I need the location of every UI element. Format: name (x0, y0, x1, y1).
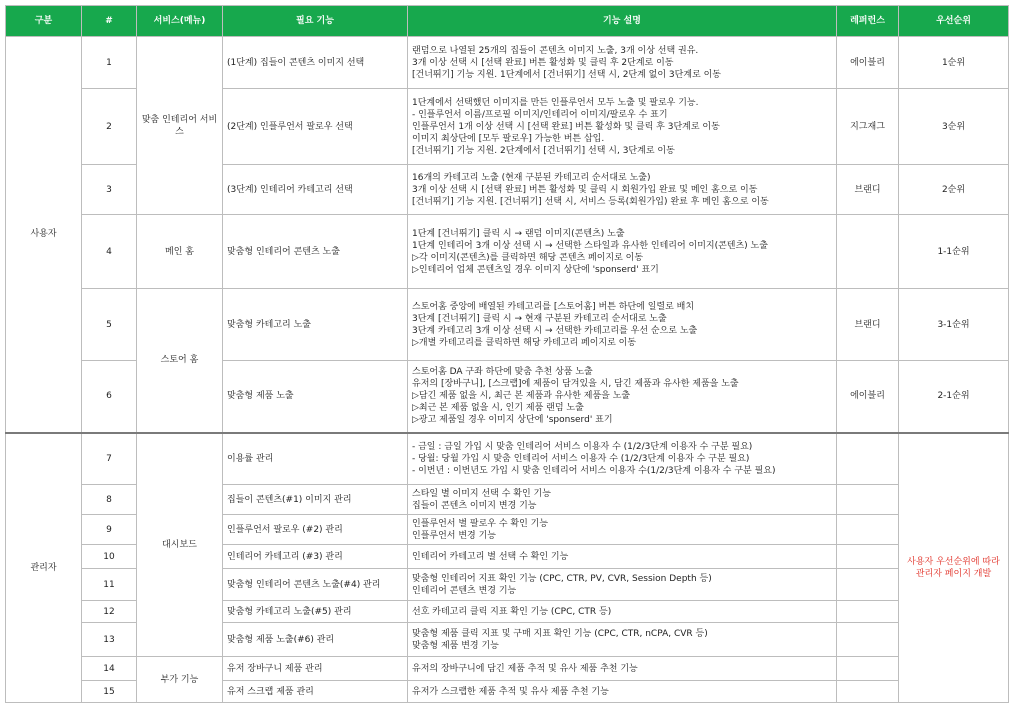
description-cell: 랜덤으로 나열된 25개의 집들이 콘텐츠 이미지 노출, 3개 이상 선택 권유. 3개 이상 선택 시 [선택 완료] 버튼 활성화 및 클릭 후 2단계로 이동 [건너뛰기] 기능 지원. 1단계에서 [건너뛰기] 선택 시, 2단계 없이 3단계로 이동 (408, 37, 837, 89)
reference-cell (837, 681, 899, 703)
row-number: 10 (82, 545, 137, 569)
service-main-home: 메인 홈 (137, 215, 223, 289)
row-number: 15 (82, 681, 137, 703)
feature-cell: 유저 장바구니 제품 관리 (223, 657, 408, 681)
priority-cell: 2-1순위 (899, 361, 1009, 433)
reference-cell: 에이블리 (837, 361, 899, 433)
reference-cell (837, 569, 899, 601)
feature-cell: 인테리어 카테고리 (#3) 관리 (223, 545, 408, 569)
row-number: 5 (82, 289, 137, 361)
description-cell: 스타일 별 이미지 선택 수 확인 기능 집들이 콘텐츠 이미지 변경 기능 (408, 485, 837, 515)
reference-cell (837, 215, 899, 289)
feature-cell: 맞춤형 카테고리 노출 (223, 289, 408, 361)
reference-cell (837, 485, 899, 515)
description-cell: 유저가 스크랩한 제품 추적 및 유사 제품 추천 기능 (408, 681, 837, 703)
feature-spec-table (5, 5, 1009, 703)
priority-cell: 2순위 (899, 165, 1009, 215)
group-admin: 관리자 (6, 433, 82, 703)
admin-priority-note: 사용자 우선순위에 따라 관리자 페이지 개발 (899, 433, 1009, 703)
reference-cell (837, 623, 899, 657)
feature-cell: 유저 스크랩 제품 관리 (223, 681, 408, 703)
priority-cell: 1-1순위 (899, 215, 1009, 289)
description-cell: 맞춤형 인테리어 지표 확인 기능 (CPC, CTR, PV, CVR, Session Depth 등) 인테리어 콘텐츠 변경 기능 (408, 569, 837, 601)
header-description: 기능 설명 (408, 6, 837, 37)
feature-cell: (1단계) 집들이 콘텐츠 이미지 선택 (223, 37, 408, 89)
priority-cell: 1순위 (899, 37, 1009, 89)
service-dashboard: 대시보드 (137, 433, 223, 657)
reference-cell: 브랜디 (837, 165, 899, 215)
description-cell: 선호 카테고리 클릭 지표 확인 기능 (CPC, CTR 등) (408, 601, 837, 623)
service-extra: 부가 기능 (137, 657, 223, 703)
feature-cell: 인플루언서 팔로우 (#2) 관리 (223, 515, 408, 545)
service-match-interior: 맞춤 인테리어 서비스 (137, 37, 223, 215)
table-row (6, 37, 1009, 89)
row-number: 12 (82, 601, 137, 623)
feature-cell: 맞춤형 인테리어 콘텐츠 노출 (223, 215, 408, 289)
reference-cell (837, 515, 899, 545)
table-row (6, 289, 1009, 361)
reference-cell: 브랜디 (837, 289, 899, 361)
description-cell: 1단계 [건너뛰기] 클릭 시 → 랜덤 이미지(콘텐츠) 노출 1단계 인테리어 3개 이상 선택 시 → 선택한 스타일과 유사한 인테리어 이미지(콘텐츠) 노출 ▷각 이미지(콘텐츠)를 클릭하면 해당 콘텐츠 페이지로 이동 ▷인테리어 업체 콘텐츠일 경우 이미지 상단에 'sponserd' 표기 (408, 215, 837, 289)
description-cell: 16개의 카테고리 노출 (현재 구분된 카테고리 순서대로 노출) 3개 이상 선택 시 [선택 완료] 버튼 활성화 및 클릭 시 회원가입 완료 및 메인 홈으로 이동 [건너뛰기] 기능 지원. [건너뛰기] 선택 시, 서비스 등록(회원가입) 완료 후 메인 홈으로 이동 (408, 165, 837, 215)
priority-cell: 3순위 (899, 89, 1009, 165)
table-row (6, 657, 1009, 681)
description-cell: 1단계에서 선택했던 이미지를 만든 인플루언서 모두 노출 및 팔로우 기능. - 인플루언서 이름/프로필 이미지/인테리어 이미지/팔로우 수 표기 인플루언서 1개 이상 선택 시 [선택 완료] 버튼 활성화 및 클릭 후 3단계로 이동 이미지 최상단에 [모두 팔로우] 가능한 버튼 삽입. [건너뛰기] 기능 지원. 2단계에서 [건너뛰기] 선택 시, 3단계로 이동 (408, 89, 837, 165)
row-number: 11 (82, 569, 137, 601)
feature-cell: (3단계) 인테리어 카테고리 선택 (223, 165, 408, 215)
description-cell: - 금일 : 금일 가입 시 맞춤 인테리어 서비스 이용자 수 (1/2/3단계 이용자 수 구분 필요) - 당월: 당월 가입 시 맞춤 인테리어 서비스 이용자 수 (1/2/3단계 이용자 수 구분 필요) - 이번년 : 이번년도 가입 시 맞춤 인테리어 서비스 이용자 수(1/2/3단계 이용자 수 구분 필요) (408, 433, 837, 485)
header-feature: 필요 기능 (223, 6, 408, 37)
description-cell: 유저의 장바구니에 담긴 제품 추적 및 유사 제품 추천 기능 (408, 657, 837, 681)
reference-cell (837, 657, 899, 681)
row-number: 6 (82, 361, 137, 433)
header-row (6, 6, 1009, 37)
description-cell: 맞춤형 제품 클릭 지표 및 구매 지표 확인 기능 (CPC, CTR, nCPA, CVR 등) 맞춤형 제품 변경 기능 (408, 623, 837, 657)
row-number: 7 (82, 433, 137, 485)
row-number: 2 (82, 89, 137, 165)
row-number: 9 (82, 515, 137, 545)
feature-cell: 맞춤형 제품 노출 (223, 361, 408, 433)
reference-cell (837, 433, 899, 485)
reference-cell (837, 601, 899, 623)
table-row (6, 433, 1009, 485)
header-service: 서비스(메뉴) (137, 6, 223, 37)
row-number: 1 (82, 37, 137, 89)
feature-cell: 맞춤형 카테고리 노출(#5) 관리 (223, 601, 408, 623)
description-cell: 인플루언서 별 팔로우 수 확인 기능 인플루언서 변경 기능 (408, 515, 837, 545)
feature-cell: 맞춤형 제품 노출(#6) 관리 (223, 623, 408, 657)
group-user: 사용자 (6, 37, 82, 433)
header-reference: 레퍼런스 (837, 6, 899, 37)
service-store-home: 스토어 홈 (137, 289, 223, 433)
priority-cell: 3-1순위 (899, 289, 1009, 361)
feature-cell: (2단계) 인플루언서 팔로우 선택 (223, 89, 408, 165)
header-group: 구분 (6, 6, 82, 37)
feature-cell: 이용률 관리 (223, 433, 408, 485)
reference-cell: 에이블리 (837, 37, 899, 89)
description-cell: 스토어홈 중앙에 배열된 카테고리를 [스토어홈] 버튼 하단에 일렬로 배치 3단계 [건너뛰기] 클릭 시 → 현재 구분된 카테고리 순서대로 노출 3단계 카테고리 3개 이상 선택 시 → 선택한 카테고리를 우선 순으로 노출 ▷개별 카테고리를 클릭하면 해당 카테고리 페이지로 이동 (408, 289, 837, 361)
table-row (6, 215, 1009, 289)
row-number: 14 (82, 657, 137, 681)
row-number: 4 (82, 215, 137, 289)
description-cell: 스토어홈 DA 구좌 하단에 맞춤 추천 상품 노출 유저의 [장바구니], [스크랩]에 제품이 담겨있을 시, 담긴 제품과 유사한 제품을 노출 ▷담긴 제품 없을 시, 최근 본 제품과 유사한 제품을 노출 ▷최근 본 제품 없을 시, 인기 제품 랜덤 노출 ▷광고 제품일 경우 이미지 상단에 'sponserd' 표기 (408, 361, 837, 433)
reference-cell: 지그재그 (837, 89, 899, 165)
reference-cell (837, 545, 899, 569)
header-number: # (82, 6, 137, 37)
header-priority: 우선순위 (899, 6, 1009, 37)
row-number: 8 (82, 485, 137, 515)
feature-cell: 맞춤형 인테리어 콘텐츠 노출(#4) 관리 (223, 569, 408, 601)
row-number: 3 (82, 165, 137, 215)
description-cell: 인테리어 카테고리 별 선택 수 확인 기능 (408, 545, 837, 569)
row-number: 13 (82, 623, 137, 657)
feature-cell: 집들이 콘텐츠(#1) 이미지 관리 (223, 485, 408, 515)
